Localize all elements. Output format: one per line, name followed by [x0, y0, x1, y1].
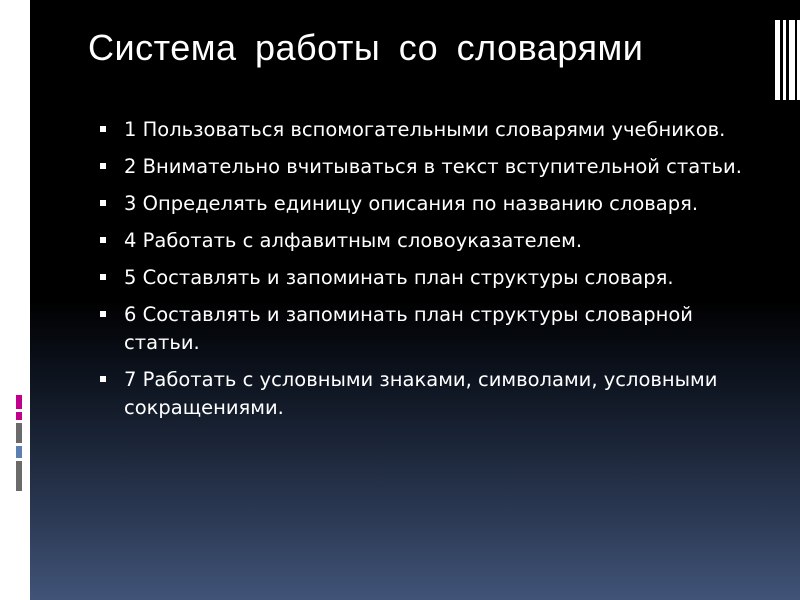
list-item-text: 2 Внимательно вчитываться в текст вступительной статьи.	[124, 155, 742, 178]
square-bullet-icon	[100, 376, 106, 382]
list-item-text: 5 Составлять и запоминать план структуры словаря.	[124, 266, 674, 289]
list-item	[96, 153, 756, 181]
list-item	[96, 301, 756, 357]
list-item-text: 7 Работать с условными знаками, символами, условными сокращениями.	[124, 368, 718, 419]
square-bullet-icon	[100, 237, 106, 243]
list-item	[96, 264, 756, 292]
list-item-text: 3 Определять единицу описания по названию словаря.	[124, 192, 699, 215]
list-item	[96, 227, 756, 255]
list-item	[96, 366, 756, 422]
square-bullet-icon	[100, 163, 106, 169]
square-bullet-icon	[100, 311, 106, 317]
square-bullet-icon	[100, 200, 106, 206]
stripe-decoration	[775, 20, 800, 100]
square-bullet-icon	[100, 126, 106, 132]
square-bullet-icon	[100, 274, 106, 280]
left-border-decoration	[0, 0, 30, 600]
list-item	[96, 190, 756, 218]
list-item-text: 1 Пользоваться вспомогательными словарями учебников.	[124, 118, 726, 141]
color-block-decoration	[16, 395, 26, 494]
list-item	[96, 116, 756, 144]
slide-title: Система работы со словарями	[88, 27, 644, 68]
list-item-text: 4 Работать с алфавитным словоуказателем.	[124, 229, 583, 252]
bullet-list	[96, 116, 756, 431]
list-item-text: 6 Составлять и запоминать план структуры словарной статьи.	[124, 303, 693, 354]
